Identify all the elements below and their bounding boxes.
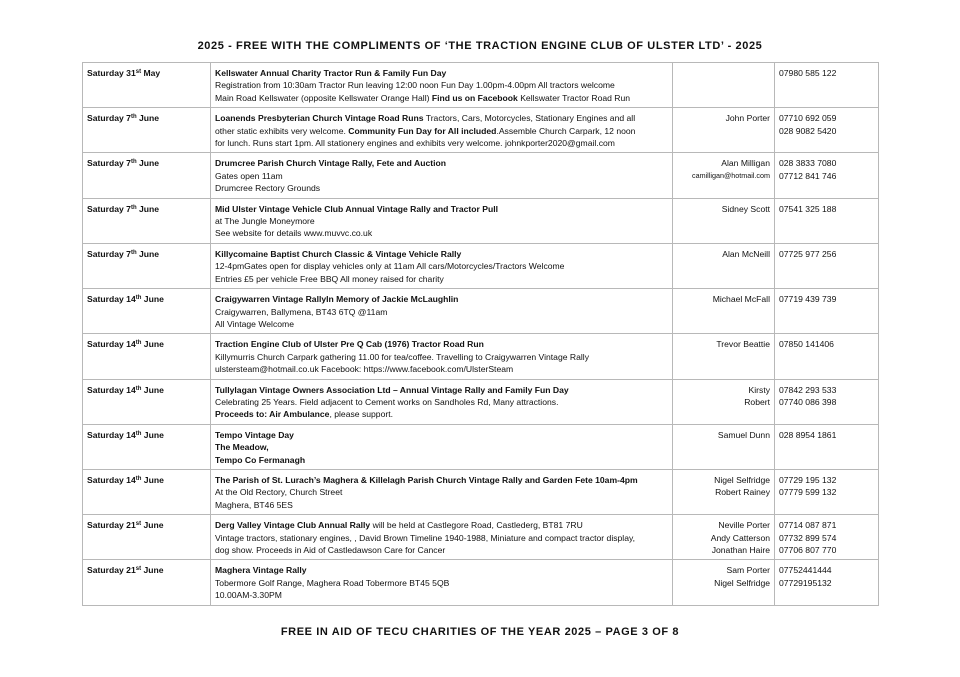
event-detail: Vintage tractors, stationary engines, , David Brown Timeline 1940-1988, Miniature and compact tractor display,	[215, 532, 636, 543]
event-description	[211, 198, 673, 243]
event-description	[211, 63, 673, 108]
event-row	[83, 108, 879, 153]
event-contact: Samuel Dunn	[673, 424, 775, 469]
event-row	[83, 63, 879, 108]
event-detail: Main Road Kellswater (opposite Kellswater Orange Hall) Find us on Facebook Kellswater Tractor Road Run	[215, 92, 631, 103]
event-detail: 10.00AM-3.30PM	[215, 590, 282, 601]
event-detail: other static exhibits very welcome. Community Fun Day for All included.Assemble Church Carpark, 12 noon	[215, 125, 636, 136]
event-title: Traction Engine Club of Ulster Pre Q Cab (1976) Tractor Road Run	[215, 339, 484, 350]
event-phone: 07710 692 059 028 9082 5420	[775, 108, 879, 153]
event-date: Saturday 7th June	[83, 243, 211, 288]
event-detail: Registration from 10:30am Tractor Run leaving 12:00 noon Fun Day 1.00pm-4.00pm All tractors welcome	[215, 80, 615, 91]
page-footer: FREE IN AID OF TECU CHARITIES OF THE YEAR 2025 – PAGE 3 OF 8	[280, 626, 680, 638]
event-date: Saturday 14th June	[83, 379, 211, 424]
event-date: Saturday 21st June	[83, 515, 211, 560]
event-phone: 07719 439 739	[775, 289, 879, 334]
event-detail: Gates open 11am	[215, 170, 283, 181]
event-phone: 07752441444 07729195132	[775, 560, 879, 605]
event-description	[211, 424, 673, 469]
event-title: Killycomaine Baptist Church Classic & Vintage Vehicle Rally	[215, 248, 462, 259]
events-table	[82, 62, 879, 606]
event-title: Drumcree Parish Church Vintage Rally, Fete and Auction	[215, 158, 446, 169]
event-phone: 028 3833 7080 07712 841 746	[775, 153, 879, 198]
event-title: The Parish of St. Lurach’s Maghera & Killelagh Parish Church Vintage Rally and Garden Fete 10am-4pm	[215, 474, 638, 485]
event-detail: Craigywarren, Ballymena, BT43 6TQ @11am	[215, 306, 388, 317]
event-date: Saturday 14th June	[83, 469, 211, 514]
event-title: Tempo Vintage Day	[215, 429, 294, 440]
event-phone: 07980 585 122	[775, 63, 879, 108]
event-contact: Kirsty Robert	[673, 379, 775, 424]
event-row	[83, 560, 879, 605]
event-contact: John Porter	[673, 108, 775, 153]
event-contact: Alan Milligan camilligan@hotmail.com	[673, 153, 775, 198]
event-detail: Tempo Co Fermanagh	[215, 454, 306, 465]
event-detail: dog show. Proceeds in Aid of Castledawson Care for Cancer	[215, 545, 446, 555]
event-date: Saturday 7th June	[83, 153, 211, 198]
event-description	[211, 379, 673, 424]
event-contact: Sidney Scott	[673, 198, 775, 243]
event-detail: All Vintage Welcome	[215, 318, 294, 329]
event-description	[211, 334, 673, 379]
event-row	[83, 469, 879, 514]
event-detail: Drumcree Rectory Grounds	[215, 183, 321, 194]
event-description	[211, 153, 673, 198]
event-detail: Celebrating 25 Years. Field adjacent to Cement works on Sandholes Rd, Many attractions.	[215, 396, 559, 407]
event-row	[83, 198, 879, 243]
event-title: Maghera Vintage Rally	[215, 565, 307, 576]
event-detail: Maghera, BT46 5ES	[215, 499, 293, 510]
event-title: Tullylagan Vintage Owners Association Ltd – Annual Vintage Rally and Family Fun Day	[215, 384, 569, 395]
event-detail: Proceeds to: Air Ambulance, please support.	[215, 409, 393, 420]
event-phone: 07714 087 871 07732 899 574 07706 807 770	[775, 515, 879, 560]
event-row	[83, 153, 879, 198]
event-phone: 028 8954 1861	[775, 424, 879, 469]
event-description	[211, 243, 673, 288]
event-detail: 12-4pmGates open for display vehicles only at 11am All cars/Motorcycles/Tractors Welcome	[215, 261, 565, 272]
event-detail: Killymurris Church Carpark gathering 11.00 for tea/coffee. Travelling to Craigywarren Vintage Rally	[215, 351, 590, 362]
event-title: Craigywarren Vintage RallyIn Memory of Jackie McLaughlin	[215, 294, 459, 305]
event-date: Saturday 7th June	[83, 198, 211, 243]
event-contact: Neville Porter Andy Catterson Jonathan Haire	[673, 515, 775, 560]
event-date: Saturday 7th June	[83, 108, 211, 153]
event-detail: At the Old Rectory, Church Street	[215, 487, 343, 498]
event-detail: Tobermore Golf Range, Maghera Road Tobermore BT45 5QB	[215, 577, 450, 588]
event-contact: Nigel Selfridge Robert Rainey	[673, 469, 775, 514]
event-contact	[673, 63, 775, 108]
event-description	[211, 560, 673, 605]
event-row	[83, 243, 879, 288]
event-title: Derg Valley Vintage Club Annual Rally will be held at Castlegore Road, Castlederg, BT81 7RU	[215, 520, 583, 531]
event-row	[83, 379, 879, 424]
event-detail: The Meadow,	[215, 442, 269, 453]
event-description	[211, 515, 673, 560]
event-contact: Michael McFall	[673, 289, 775, 334]
event-phone: 07850 141406	[775, 334, 879, 379]
event-description	[211, 469, 673, 514]
event-phone: 07842 293 533 07740 086 398	[775, 379, 879, 424]
event-row	[83, 289, 879, 334]
event-title: Loanends Presbyterian Church Vintage Road Runs Tractors, Cars, Motorcycles, Stationary Engines and all	[215, 113, 636, 124]
event-contact: Sam Porter Nigel Selfridge	[673, 560, 775, 605]
event-detail: Entries £5 per vehicle Free BBQ All money raised for charity	[215, 273, 444, 284]
event-date: Saturday 14th June	[83, 334, 211, 379]
event-row	[83, 515, 879, 560]
event-title: Mid Ulster Vintage Vehicle Club Annual Vintage Rally and Tractor Pull	[215, 203, 499, 214]
event-date: Saturday 14th June	[83, 424, 211, 469]
event-date: Saturday 14th June	[83, 289, 211, 334]
event-contact: Alan McNeill	[673, 243, 775, 288]
event-date: Saturday 21st June	[83, 560, 211, 605]
event-detail: See website for details www.muvvc.co.uk	[215, 228, 373, 239]
event-phone: 07541 325 188	[775, 198, 879, 243]
event-phone: 07729 195 132 07779 599 132	[775, 469, 879, 514]
event-title: Kellswater Annual Charity Tractor Run & Family Fun Day	[215, 68, 447, 78]
event-detail: for lunch. Runs start 1pm. All stationery engines and exhibits very welcome. johnkporter2020@gmail.com	[215, 138, 615, 149]
event-description	[211, 108, 673, 153]
event-date: Saturday 31st May	[83, 63, 211, 108]
event-description	[211, 289, 673, 334]
event-detail: at The Jungle Moneymore	[215, 216, 315, 227]
event-row	[83, 424, 879, 469]
event-contact: Trevor Beattie	[673, 334, 775, 379]
event-phone: 07725 977 256	[775, 243, 879, 288]
page-header: 2025 - FREE WITH THE COMPLIMENTS OF ‘THE TRACTION ENGINE CLUB OF ULSTER LTD’ - 2025	[197, 40, 763, 52]
event-detail: ulstersteam@hotmail.co.uk Facebook: https://www.facebook.com/UlsterSteam	[215, 364, 514, 375]
event-row	[83, 334, 879, 379]
